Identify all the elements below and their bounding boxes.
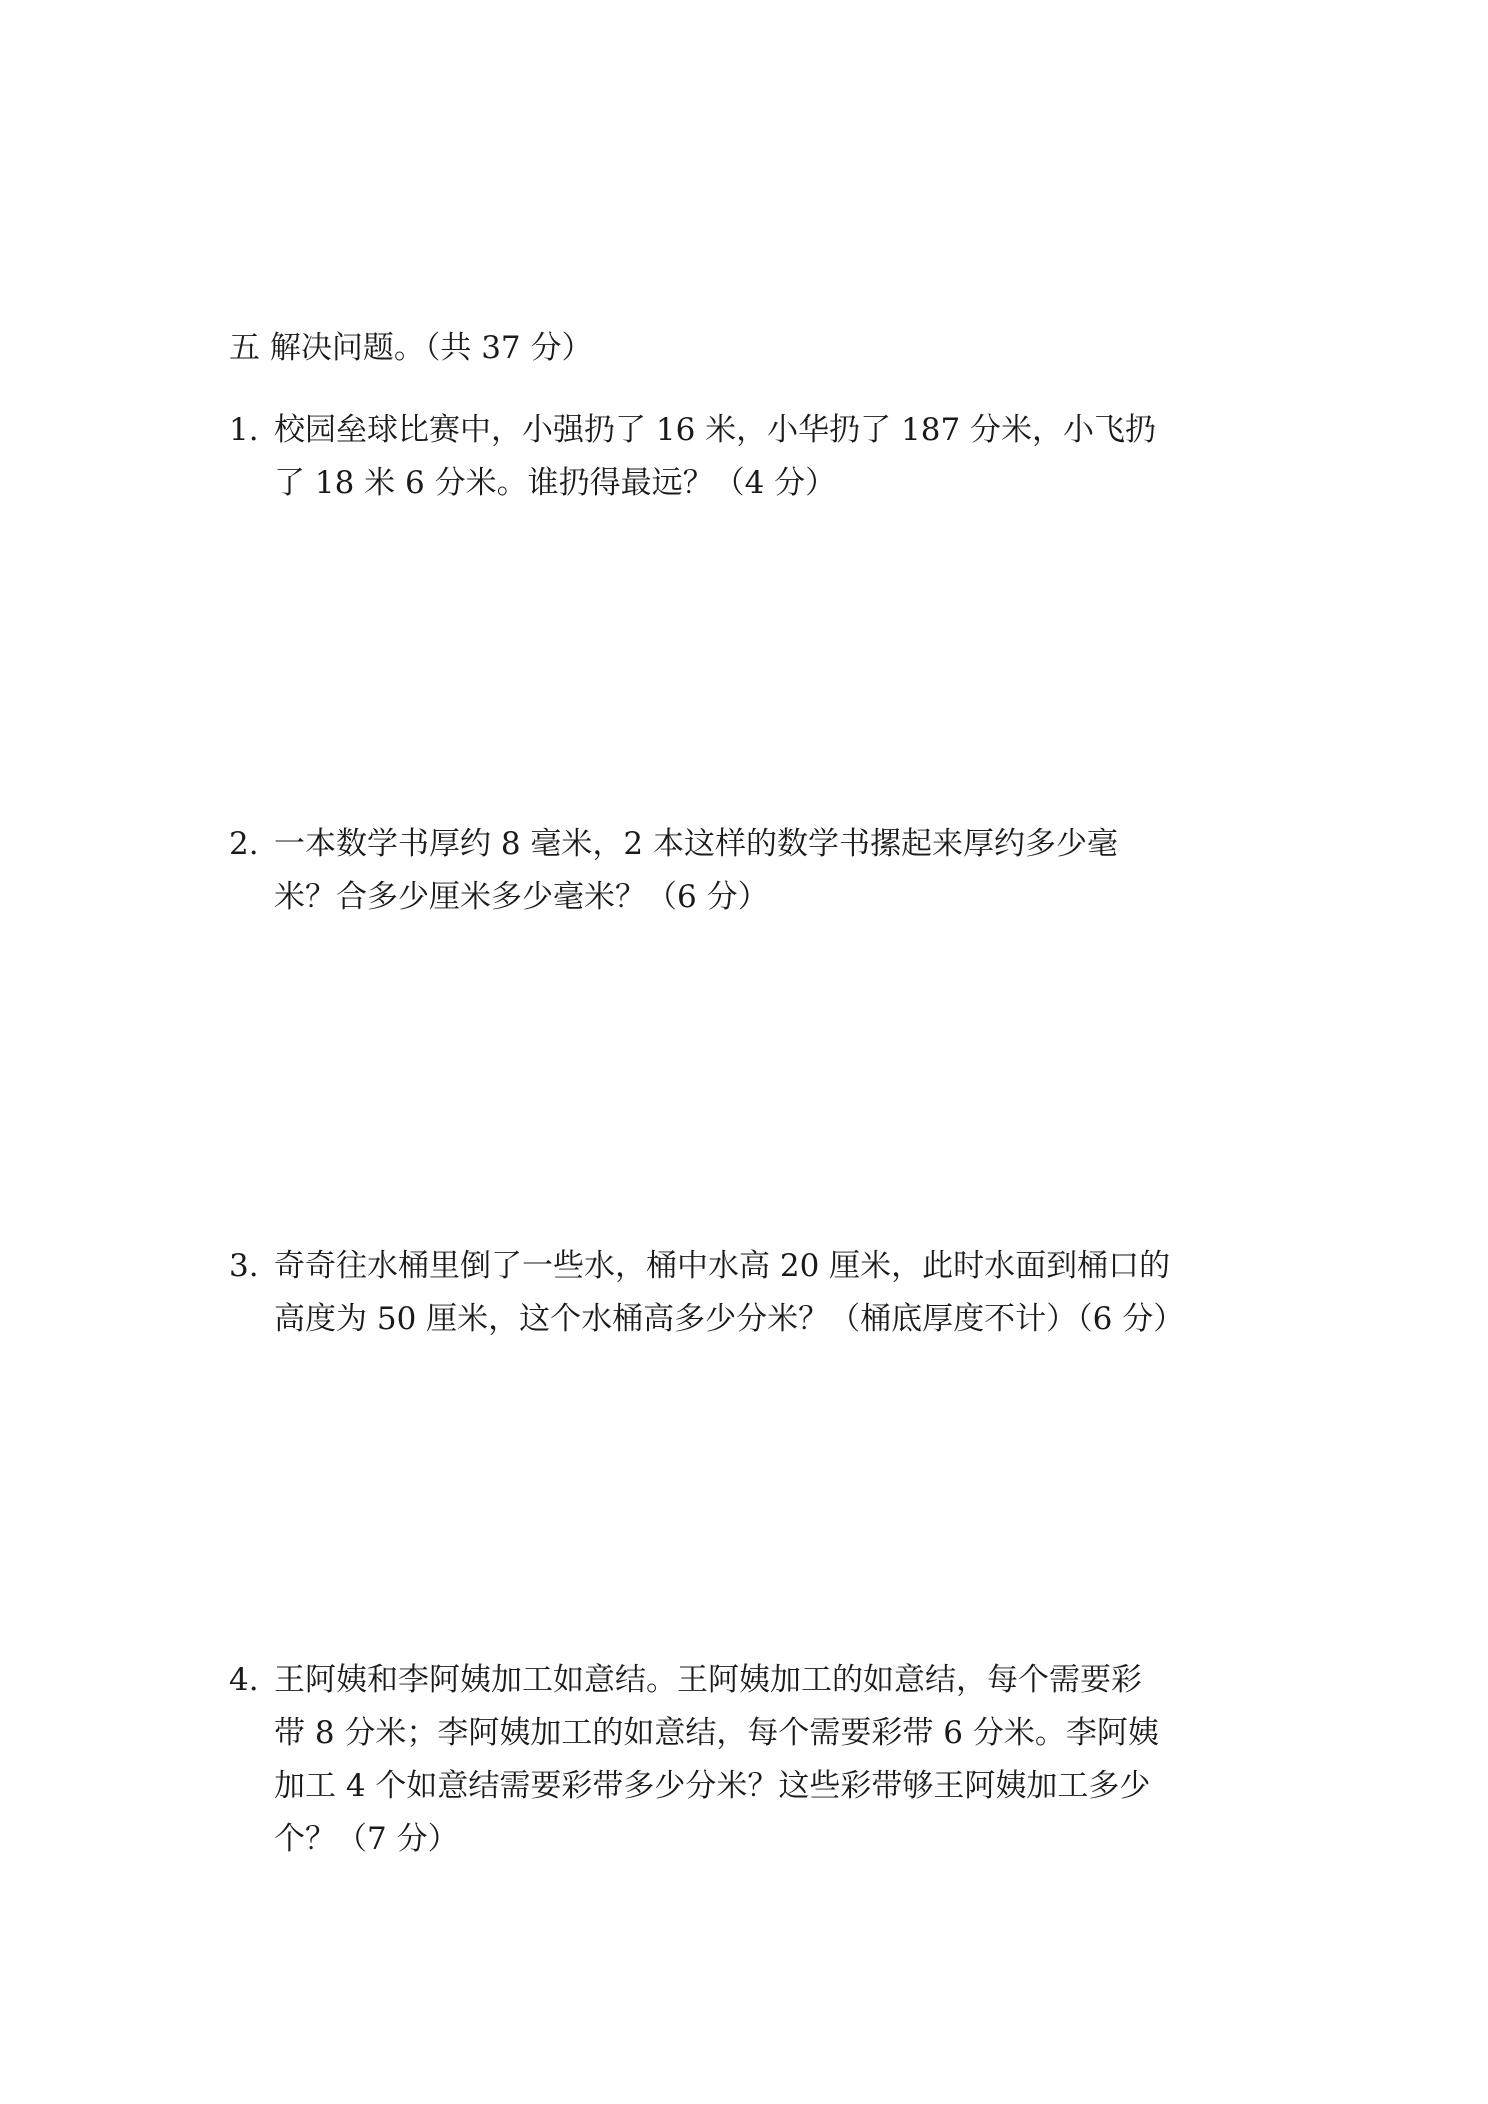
section-title: 五 解决问题。（共 37 分） [229,330,593,366]
question-2 [229,818,1289,924]
question-line: 带 8 分米；李阿姨加工的如意结，每个需要彩带 6 分米。李阿姨 [274,1715,1159,1751]
question-line: 校园垒球比赛中，小强扔了 16 米，小华扔了 187 分米，小飞扔 [274,412,1157,448]
question-line: 了 18 米 6 分米。谁扔得最远？（4 分） [274,465,837,501]
question-number: 1. [229,412,259,448]
question-number: 3. [229,1248,259,1284]
question-line: 加工 4 个如意结需要彩带多少分米？这些彩带够王阿姨加工多少 [274,1768,1151,1804]
question-1 [229,404,1289,510]
question-line: 奇奇往水桶里倒了一些水，桶中水高 20 厘米，此时水面到桶口的 [274,1248,1171,1284]
question-line: 米？合多少厘米多少毫米？（6 分） [274,879,769,915]
question-line: 个？（7 分） [274,1821,459,1857]
question-line: 一本数学书厚约 8 毫米，2 本这样的数学书摞起来厚约多少毫 [274,826,1119,862]
question-4 [229,1654,1289,1866]
question-number: 4. [229,1662,259,1698]
question-line: 高度为 50 厘米，这个水桶高多少分米？（桶底厚度不计）（6 分） [274,1301,1185,1337]
question-3 [229,1240,1289,1346]
question-number: 2. [229,826,259,862]
question-text [274,1240,1289,1346]
question-text [274,818,1289,924]
question-text [274,404,1289,510]
question-line: 王阿姨和李阿姨加工如意结。王阿姨加工的如意结，每个需要彩 [274,1662,1142,1698]
question-text [274,1654,1289,1866]
